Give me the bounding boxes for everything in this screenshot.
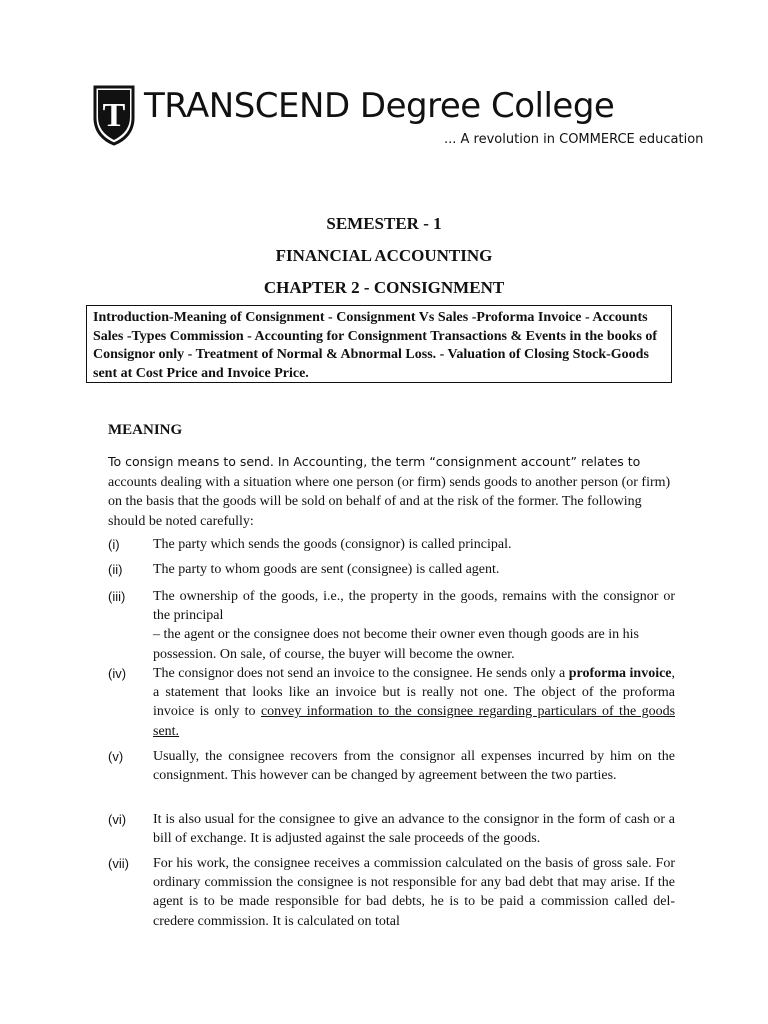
list-item-number: (ii)	[108, 562, 123, 577]
proforma-invoice-term: proforma invoice	[568, 666, 672, 681]
college-header	[92, 84, 704, 156]
list-item-text: For his work, the consignee receives a commission calculated on the basis of gross sale. For ordinary commission the consignee is not responsible for any bad debt that may arise. If the agent is to be made responsible for bad debts, he is to be paid a commission called del-credere commission. It is calculated on total	[153, 856, 675, 929]
subject-heading: FINANCIAL ACCOUNTING	[275, 246, 493, 265]
logo-letter: T	[102, 97, 126, 134]
meaning-intro-rest: accounts dealing with a situation where one person (or firm) sends goods to another person (or firm) on the basis that the goods will be sold on behalf of and at the risk of the former. The following should be noted carefully:	[108, 474, 671, 529]
list-item-text-continued: – the agent or the consignee does not become their owner even though goods are in his possession. On sale, of course, the buyer will become the owner.	[153, 627, 639, 662]
meaning-heading: MEANING	[108, 422, 183, 438]
list-item-text: The ownership of the goods, i.e., the property in the goods, remains with the consignor or the principal	[153, 589, 675, 624]
list-item-text: The party to whom goods are sent (consignee) is called agent.	[153, 562, 500, 577]
list-item-number: (iii)	[108, 589, 126, 604]
underlined-text: convey information to the consignee regarding particulars of the goods sent.	[153, 704, 676, 739]
meaning-intro-first-line: To consign means to send. In Accounting, the term “consignment account” relates to	[108, 454, 641, 469]
list-item-number: (v)	[108, 749, 124, 764]
semester-heading: SEMESTER - 1	[326, 214, 442, 233]
list-item-text: The party which sends the goods (consignor) is called principal.	[153, 537, 512, 552]
list-item-text-continued: , a statement that looks like an invoice but is really not one. The object of the proforma invoice is only to	[153, 666, 676, 720]
list-item-number: (iv)	[108, 666, 127, 681]
college-name: TRANSCEND Degree College	[144, 86, 615, 126]
list-item-number: (vi)	[108, 812, 127, 827]
list-item-text: Usually, the consignee recovers from the consignor all expenses incurred by him on the consignment. This however can be changed by agreement between the two parties.	[153, 749, 675, 784]
topics-box: Introduction-Meaning of Consignment - Consignment Vs Sales -Proforma Invoice - Accounts Sales -Types Commission - Accounting for Consignment Transactions & Events in the books of Consignor only - Treatment of Normal & Abnormal Loss. - Valuation of Closing Stock-Goods sent at Cost Price and Invoice Price.	[86, 305, 672, 383]
chapter-heading: CHAPTER 2 - CONSIGNMENT	[263, 278, 505, 297]
list-item-number: (i)	[108, 537, 120, 552]
meaning-paragraph	[108, 452, 676, 531]
college-tagline: ... A revolution in COMMERCE education	[444, 132, 704, 147]
list-item-text: The consignor does not send an invoice to the consignee. He sends only a	[153, 666, 566, 681]
list-item-number: (vii)	[108, 856, 129, 871]
shield-logo-icon	[92, 84, 136, 146]
list-item-text: It is also usual for the consignee to give an advance to the consignor in the form of cash or a bill of exchange. It is adjusted against the sale proceeds of the goods.	[153, 812, 675, 847]
